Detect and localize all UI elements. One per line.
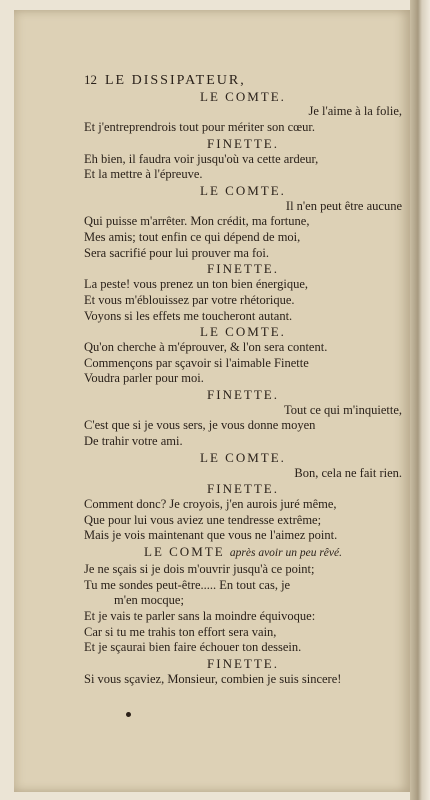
verse-line: Et je vais te parler sans la moindre équivoque: [84,608,316,623]
verse-line: Bon, cela ne fait rien. [294,465,402,480]
verse-line: Je l'aime à la folie, [308,104,402,119]
verse-line: Sera sacrifié pour lui prouver ma foi. [84,245,270,260]
verse-line: Voudra parler pour moi. [84,371,204,386]
verse-line: Commençons par sçavoir si l'aimable Finette [84,355,309,370]
verse-line: La peste! vous prenez un ton bien énergique, [84,277,308,292]
verse-line: Et vous m'éblouissez par votre rhétorique. [84,292,295,307]
speaker-name: LE COMTE [144,544,225,560]
verse-line: Comment donc? Je croyois, j'en aurois juré même, [84,496,337,511]
speaker-heading: FINETTE. [207,135,279,151]
verse-line: Qu'on cherche à m'éprouver, & l'on sera content. [84,339,328,354]
book-page [14,10,410,792]
speaker-heading: LE COMTE. [200,449,286,465]
play-lines [84,89,402,688]
verse-line: Si vous sçaviez, Monsieur, combien je suis sincere! [84,671,342,686]
verse-line: Mais je vois maintenant que vous ne l'aimez point. [84,528,338,543]
running-title: LE DISSIPATEUR, [105,73,246,88]
page-text [84,72,402,687]
verse-line: Et la mettre à l'épreuve. [84,167,203,182]
speaker-heading: FINETTE. [207,481,279,497]
verse-line: Tout ce qui m'inquiette, [283,402,402,417]
verse-line: Voyons si les effets me toucheront autant. [84,308,293,323]
verse-line: Mes amis; tout enfin ce qui dépend de moi, [84,230,301,245]
verse-line: De trahir votre ami. [84,434,183,449]
stage-direction: après avoir un peu rêvé. [229,547,342,560]
speaker-heading: LE COMTE. [200,324,286,340]
facing-page-edge [410,0,430,800]
verse-line: Et je sçaurai bien faire échouer ton dessein. [84,640,302,655]
page-number: 12 [84,72,97,87]
verse-line: Car si tu me trahis ton effort sera vain, [84,624,277,639]
verse-line: C'est que si je vous sers, je vous donne moyen [84,418,316,433]
speaker-heading: LE COMTE. [200,182,286,198]
running-header [84,72,402,89]
verse-line: Tu me sondes peut-être..... En tout cas, je [84,577,291,592]
speaker-heading: LE COMTE. [200,88,286,104]
verse-line: Que pour lui vous aviez une tendresse extrême; [84,512,322,527]
verse-line: Eh bien, il faudra voir jusqu'où va cette ardeur, [84,151,319,166]
verse-line: Qui puisse m'arrêter. Mon crédit, ma fortune, [84,214,310,229]
verse-line: m'en mocque; [114,593,184,608]
verse-line: Et j'entreprendrois tout pour mériter son cœur. [84,120,316,135]
speaker-heading: FINETTE. [207,656,279,672]
speaker-heading [84,544,402,562]
verse-line: Je ne sçais si je dois m'ouvrir jusqu'à ce point; [84,561,315,576]
verse-line: Il n'en peut être aucune [285,198,402,213]
ink-dot [126,712,131,717]
speaker-heading: FINETTE. [207,387,279,403]
speaker-heading: FINETTE. [207,261,279,277]
